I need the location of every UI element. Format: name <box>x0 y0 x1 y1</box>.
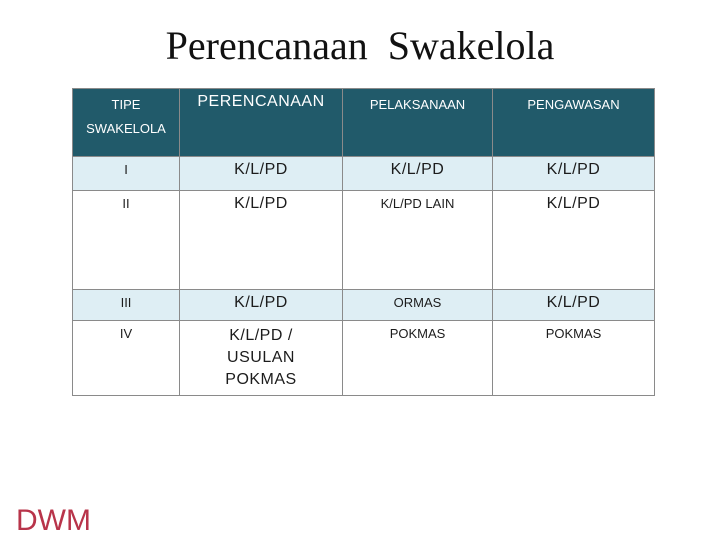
cell-tipe: I <box>73 157 180 191</box>
cell-pengawasan: K/L/PD <box>493 157 655 191</box>
cell-tipe: II <box>73 191 180 290</box>
cell-pengawasan: POKMAS <box>493 321 655 396</box>
slide-title: Perencanaan Swakelola <box>165 23 555 68</box>
cell-tipe: III <box>73 290 180 321</box>
cell-pelaksanaan: K/L/PD <box>343 157 493 191</box>
header-row <box>73 89 655 157</box>
table-row <box>73 290 655 321</box>
cell-pelaksanaan: K/L/PD LAIN <box>343 191 493 290</box>
cell-perencanaan: K/L/PD <box>180 157 343 191</box>
header-tipe: TIPE SWAKELOLA <box>73 89 180 157</box>
cell-tipe: IV <box>73 321 180 396</box>
cell-perencanaan: K/L/PD <box>180 191 343 290</box>
cell-pelaksanaan: ORMAS <box>343 290 493 321</box>
cell-perencanaan: K/L/PD / USULAN POKMAS <box>180 321 343 396</box>
header-pelaksanaan: PELAKSANAAN <box>343 89 493 157</box>
logo-text: DWM <box>16 504 91 535</box>
dwm-logo <box>16 499 100 535</box>
cell-pelaksanaan: POKMAS <box>343 321 493 396</box>
header-pengawasan: PENGAWASAN <box>493 89 655 157</box>
table-row <box>73 321 655 396</box>
header-perencanaan: PERENCANAAN <box>180 89 343 157</box>
table-row <box>73 191 655 290</box>
swakelola-table <box>72 88 655 396</box>
cell-pengawasan: K/L/PD <box>493 191 655 290</box>
table-row <box>73 157 655 191</box>
cell-perencanaan: K/L/PD <box>180 290 343 321</box>
cell-pengawasan: K/L/PD <box>493 290 655 321</box>
